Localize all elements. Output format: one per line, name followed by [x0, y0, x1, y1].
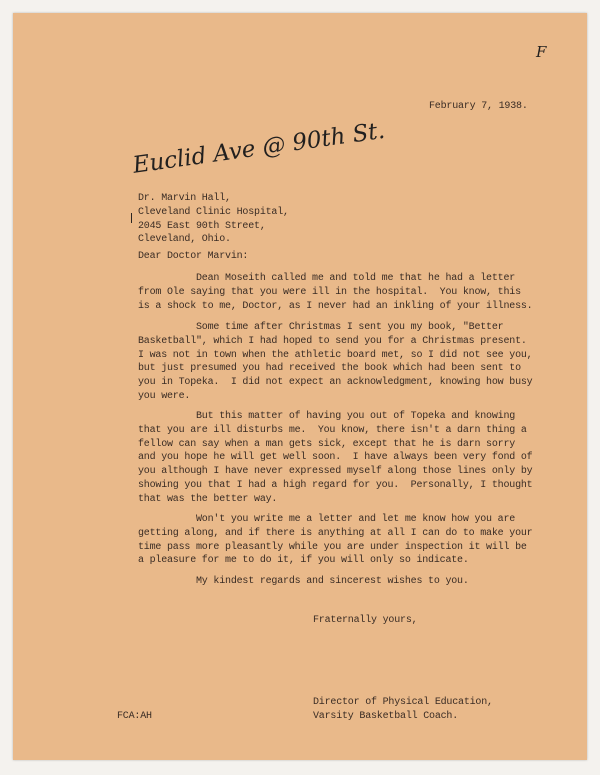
body-line: that was the better way.: [138, 493, 278, 505]
body-paragraph-3: [138, 410, 532, 507]
body-line: is a shock to me, Doctor, as I never had an inkling of your illness.: [138, 300, 533, 312]
body-line: Won't you write me a letter and let me know how you are: [138, 514, 516, 525]
recipient-address: [138, 192, 289, 247]
body-line: showing you that I had a high regard for you. Personally, I thought: [138, 479, 533, 491]
body-line: but just presumed you had received the book which had been sent to: [138, 363, 521, 375]
reference-initials: FCA:AH: [117, 711, 152, 722]
body-line: from Ole saying that you were ill in the hospital. You know, this: [138, 286, 521, 298]
body-line: you were.: [138, 390, 191, 402]
body-paragraph-2: [138, 321, 532, 404]
body-paragraph-1: [138, 272, 532, 313]
handwritten-address-note: Euclid Ave @ 90th St.: [131, 117, 387, 179]
signature-line: Varsity Basketball Coach.: [313, 710, 459, 722]
body-line: you although I have never expressed myself along those lines only by: [138, 466, 533, 478]
margin-mark: [131, 213, 132, 223]
body-paragraph-5: [138, 575, 469, 589]
letter-date: February 7, 1938.: [429, 101, 528, 112]
salutation: Dear Doctor Marvin:: [138, 251, 249, 262]
recipient-line: Cleveland Clinic Hospital,: [138, 206, 289, 218]
body-line: fellow can say when a man gets sick, except that he is darn sorry: [138, 438, 516, 450]
body-line: I was not in town when the athletic board met, so I did not see you,: [138, 349, 533, 361]
recipient-line: Cleveland, Ohio.: [138, 234, 231, 246]
body-line: Dean Moseith called me and told me that he had a letter: [138, 273, 516, 284]
corner-annotation: F: [536, 43, 547, 61]
body-line: My kindest regards and sincerest wishes to you.: [138, 576, 469, 587]
body-line: time pass more pleasantly while you are under inspection it will be: [138, 541, 527, 553]
recipient-line: 2045 East 90th Street,: [138, 220, 266, 232]
signature-line: Director of Physical Education,: [313, 697, 493, 708]
body-line: But this matter of having you out of Topeka and knowing: [138, 411, 516, 422]
body-line: Basketball", which I had hoped to send you for a Christmas present.: [138, 335, 527, 347]
body-line: a pleasure for me to do it, if you will only so indicate.: [138, 555, 469, 567]
body-line: and you hope he will get well soon. I have always been very fond of: [138, 452, 533, 464]
body-line: you in Topeka. I did not expect an acknowledgment, knowing how busy: [138, 377, 533, 389]
signature-title: [313, 696, 493, 724]
recipient-line: Dr. Marvin Hall,: [138, 193, 231, 204]
letter-sheet: [13, 13, 587, 760]
body-paragraph-4: [138, 513, 532, 568]
closing: Fraternally yours,: [313, 615, 418, 626]
body-line: that you are ill disturbs me. You know, there isn't a darn thing a: [138, 424, 527, 436]
body-line: Some time after Christmas I sent you my book, "Better: [138, 322, 504, 333]
body-line: getting along, and if there is anything at all I can do to make your: [138, 527, 533, 539]
